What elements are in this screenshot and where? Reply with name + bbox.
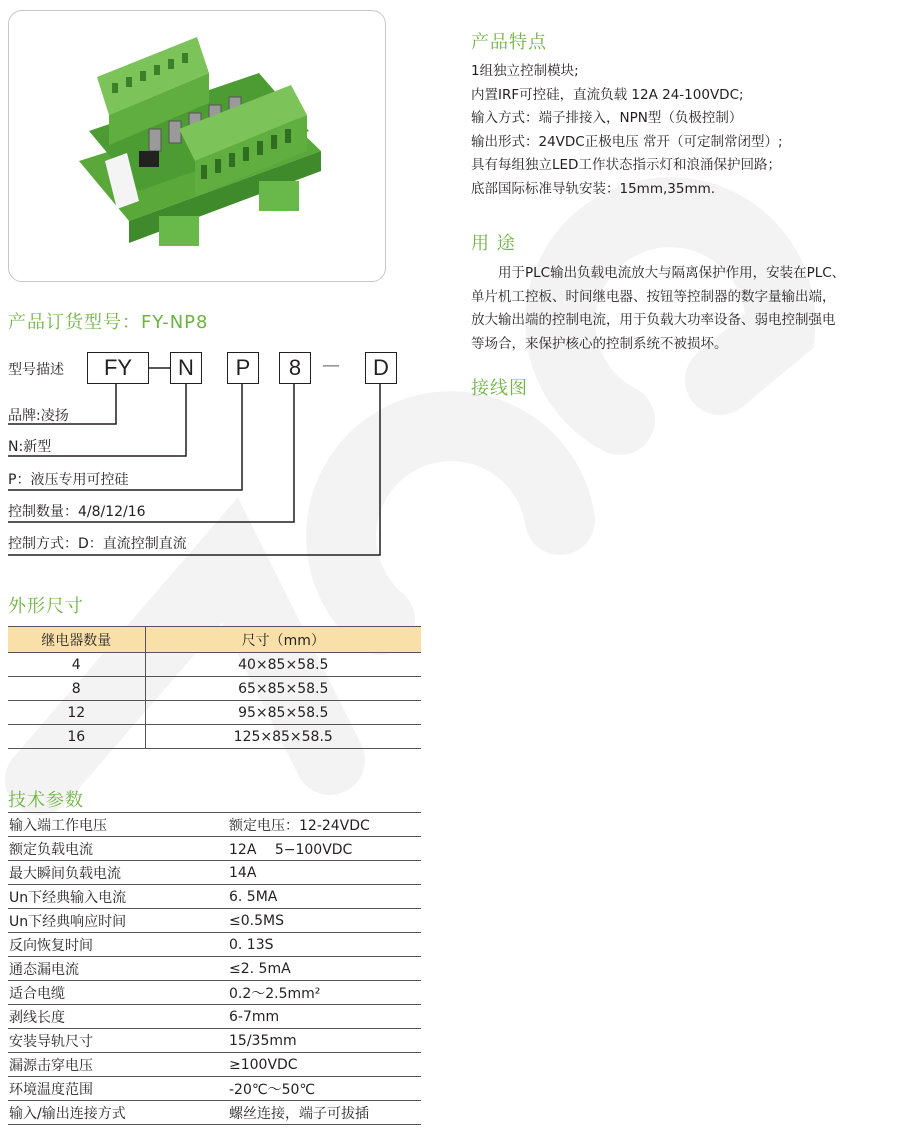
feature-line: 输出形式：24VDC正极电压 常开（可定制常闭型）; [471,133,783,150]
table-row [8,1029,421,1053]
spec-key: 漏源击穿电压 [8,1053,227,1077]
table-row [8,1101,421,1125]
table-cell: 8 [8,677,145,701]
spec-key: 输入/输出连接方式 [8,1101,227,1125]
table-row [8,885,421,909]
feature-line: 输入方式：端子排接入，NPN型（负极控制） [471,110,743,126]
table-row [8,861,421,885]
usage-line: 放大输出端的控制电流，用于负载大功率设备、弱电控制强电 [471,312,836,328]
code-box-brand: FY [87,352,149,384]
usage-title: 用 途 [471,233,516,254]
spec-value: 6. 5MA [227,885,421,909]
desc-control: 控制方式：D：直流控制直流 [8,536,187,552]
table-cell: 16 [8,725,145,749]
usage-line: 单片机工控板、时间继电器、按钮等控制器的数字量输出端， [471,288,836,305]
table-row [8,725,421,749]
spec-value: 15/35mm [227,1029,421,1053]
spec-value: ≥100VDC [227,1053,421,1077]
spec-key: 环境温度范围 [8,1077,227,1101]
table-row [8,1005,421,1029]
desc-brand: 品牌:凌扬 [8,408,69,424]
spec-value: 额定电压：12-24VDC [227,813,421,837]
specs-table [8,812,421,1125]
table-cell: 125×85×58.5 [145,725,421,749]
feature-line: 内置IRF可控硅，直流负载 12A 24-100VDC; [471,86,744,103]
code-box-count: 8 [279,352,311,384]
table-row [8,813,421,837]
code-dash: — [322,355,340,376]
table-row [8,837,421,861]
table-cell: 12 [8,701,145,725]
dimensions-title: 外形尺寸 [8,596,84,617]
spec-key: 输入端工作电压 [8,813,227,837]
table-row [8,957,421,981]
table-row [8,677,421,701]
desc-scr: P：液压专用可控硅 [8,472,129,488]
usage-line: 等场合，来保护核心的控制系统不被损坏。 [471,335,728,352]
table-cell: 4 [8,653,145,677]
spec-key: Un下经典响应时间 [8,909,227,933]
spec-key: Un下经典输入电流 [8,885,227,909]
table-row [8,981,421,1005]
table-row [8,701,421,725]
order-title: 产品订货型号：FY-NP8 [8,312,209,333]
spec-value: -20℃～50℃ [227,1077,421,1101]
table-row [8,653,421,677]
table-cell: 40×85×58.5 [145,653,421,677]
spec-value: 0. 13S [227,933,421,957]
specs-title: 技术参数 [8,790,84,811]
spec-key: 剥线长度 [8,1005,227,1029]
spec-key: 通态漏电流 [8,957,227,981]
spec-value: 螺丝连接，端子可拔插 [227,1101,421,1125]
feature-line: 1组独立控制模块; [471,63,579,79]
table-cell: 95×85×58.5 [145,701,421,725]
table-row [8,1077,421,1101]
spec-value: 6-7mm [227,1005,421,1029]
table-row [8,909,421,933]
feature-line: 具有每组独立LED工作状态指示灯和浪涌保护回路； [471,157,781,173]
table-cell: 65×85×58.5 [145,677,421,701]
table-row [8,933,421,957]
desc-type: N:新型 [8,439,52,455]
features-title: 产品特点 [471,32,547,53]
code-box-scr: P [227,352,259,384]
spec-value: 14A [227,861,421,885]
usage-line: 用于PLC输出负载电流放大与隔离保护作用，安装在PLC、 [471,265,846,281]
dimensions-table [8,626,421,749]
spec-value: ≤0.5MS [227,909,421,933]
spec-value: 0.2～2.5mm² [227,981,421,1005]
feature-line: 底部国际标准导轨安装：15mm,35mm. [471,180,716,197]
code-box-type: N [170,352,202,384]
spec-key: 反向恢复时间 [8,933,227,957]
code-box-control: D [365,352,397,384]
spec-key: 额定负载电流 [8,837,227,861]
spec-value: 12A 5−100VDC [227,837,421,861]
wiring-title: 接线图 [471,378,528,399]
table-row [8,1053,421,1077]
spec-value: ≤2. 5mA [227,957,421,981]
model-label: 型号描述 [8,362,64,378]
spec-key: 安装导轨尺寸 [8,1029,227,1053]
table-header: 继电器数量 [8,627,145,653]
spec-key: 最大瞬间负载电流 [8,861,227,885]
desc-count: 控制数量：4/8/12/16 [8,504,146,520]
table-header: 尺寸（mm） [145,627,421,653]
table-header-row [8,627,421,653]
spec-key: 适合电缆 [8,981,227,1005]
